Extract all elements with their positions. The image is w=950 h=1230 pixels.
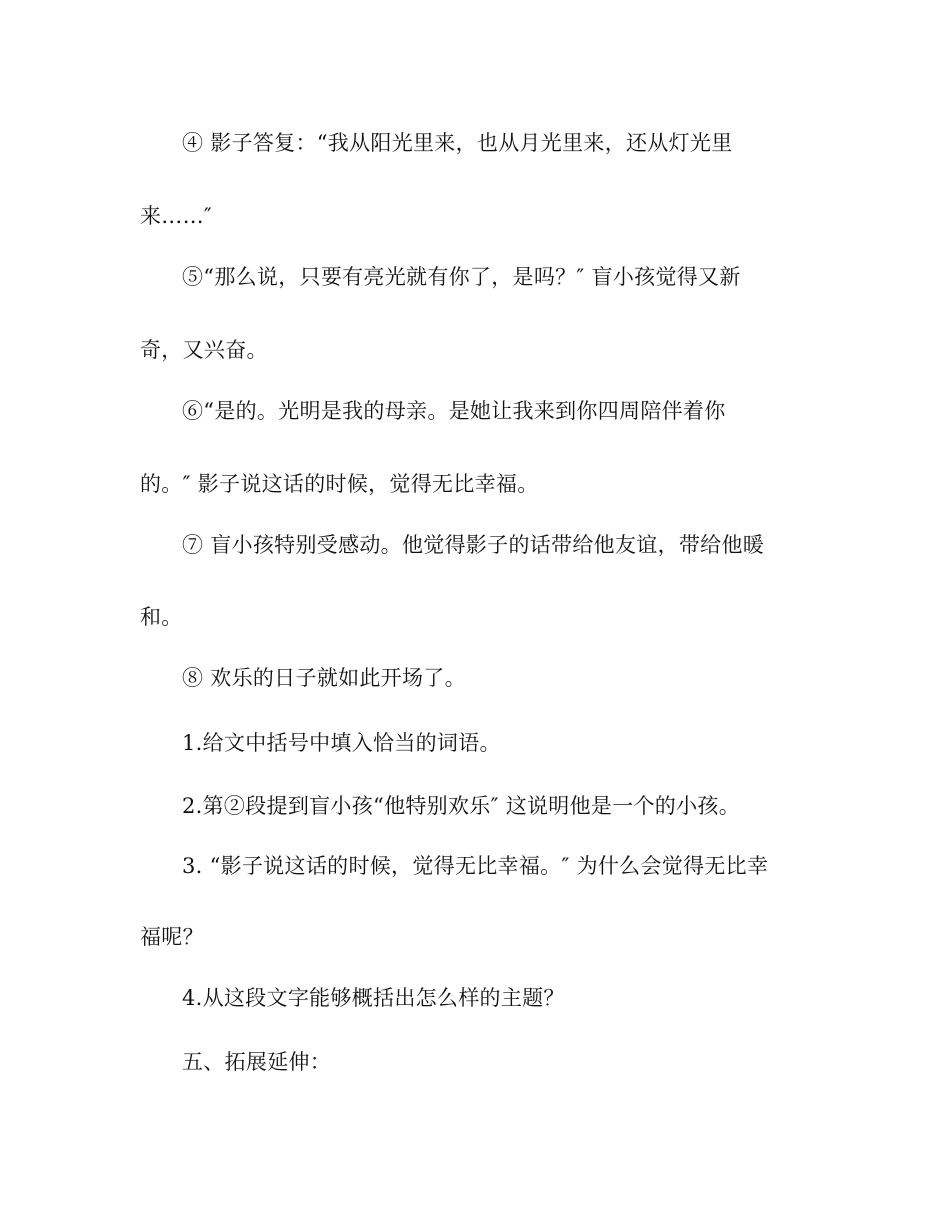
question-3-line-1: 3. “影子说这话的时候，觉得无比幸福。″ 为什么会觉得无比幸	[182, 854, 769, 878]
paragraph-5-line-1: ⑤“那么说，只要有亮光就有你了，是吗？″ 盲小孩觉得又新	[182, 265, 741, 289]
paragraph-7-line-2: 和。	[140, 605, 183, 629]
section-heading-extension: 五、拓展延伸：	[182, 1050, 332, 1074]
paragraph-4-line-2: 来……″	[140, 204, 213, 228]
question-4: 4.从这段文字能够概括出怎么样的主题？	[182, 986, 565, 1010]
paragraph-7-line-1: ⑦ 盲小孩特别受感动。他觉得影子的话带给他友谊，带给他暖	[182, 533, 765, 557]
paragraph-6-line-1: ⑥“是的。光明是我的母亲。是她让我来到你四周陪伴着你	[182, 399, 726, 423]
question-1: 1.给文中括号中填入恰当的词语。	[182, 731, 501, 755]
paragraph-5-line-2: 奇，又兴奋。	[140, 338, 268, 362]
question-3-line-2: 福呢？	[140, 925, 204, 949]
paragraph-4-line-1: ④ 影子答复：“我从阳光里来，也从月光里来，还从灯光里	[182, 131, 733, 155]
paragraph-6-line-2: 的。″ 影子说这话的时候，觉得无比幸福。	[140, 472, 539, 496]
question-2: 2.第②段提到盲小孩“他特别欢乐″ 这说明他是一个的小孩。	[182, 794, 740, 818]
paragraph-8: ⑧ 欢乐的日子就如此开场了。	[182, 666, 466, 690]
